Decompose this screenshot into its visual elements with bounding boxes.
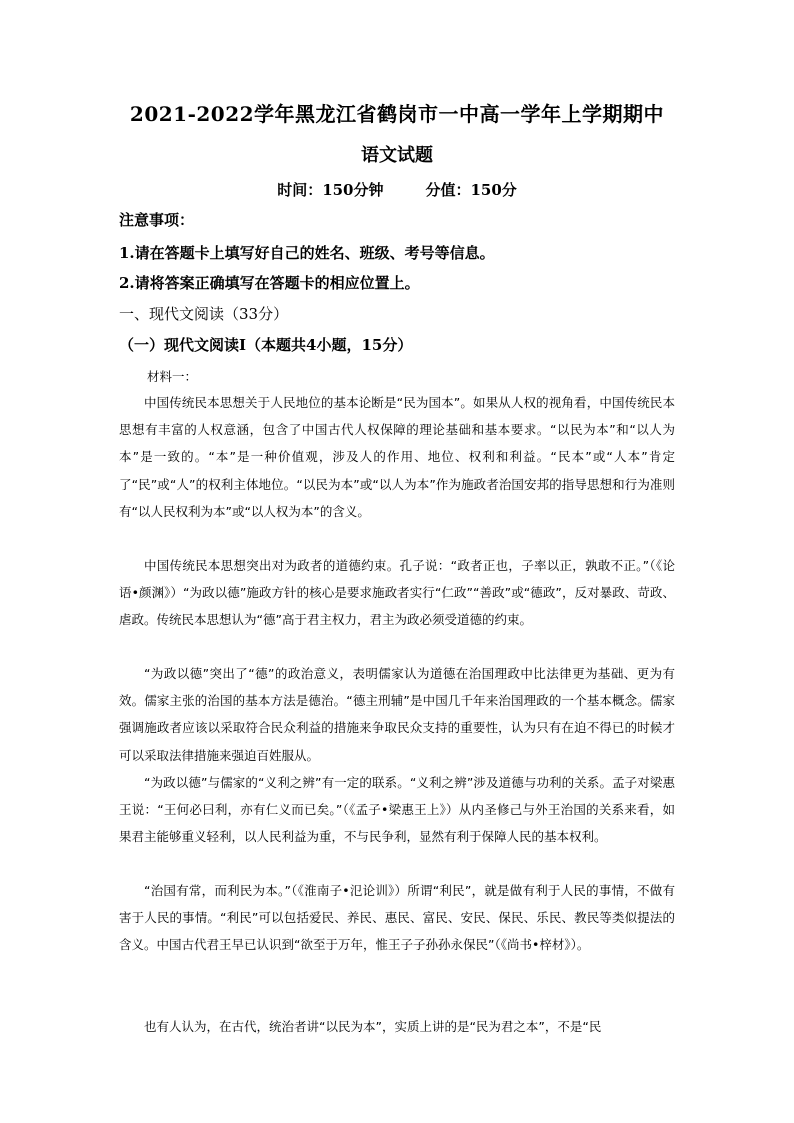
exam-time: 时间：150分钟	[277, 181, 384, 199]
section-title: 一、现代文阅读（33分）	[119, 305, 289, 323]
exam-score: 分值：150分	[425, 181, 517, 199]
exam-time-score	[0, 178, 794, 202]
paragraph-3: “为政以德”突出了“德”的政治意义，表明儒家认为道德在治国理政中比法律更为基础、更为有效。儒家主张的治国的基本方法是德治。“德主刑辅”是中国几千年来治国理政的一个基本概念。儒家强调施政者应该以采取符合民众利益的措施来争取民众支持的重要性，认为只有在迫不得已的时候才可以采取法律措施来强迫百姓服从。	[119, 666, 675, 763]
paragraph-5: “治国有常，而利民为本。”（《淮南子•氾论训》）所谓“利民”，就是做有利于人民的事情，不做有害于人民的事情。“利民”可以包括爱民、养民、惠民、富民、安民、保民、乐民、教民等类似提法的含义。中国古代君王早已认识到“欲至于万年，惟王子子孙孙永保民”（《尚书•梓材》）。	[119, 883, 675, 953]
material-label: 材料一：	[147, 369, 198, 384]
paragraph-2: 中国传统民本思想突出对为政者的道德约束。孔子说：“政者正也，子率以正，孰敢不正。”（《论语•颜渊》）“为政以德”施政方针的核心是要求施政者实行“仁政”“善政”或“德政”，反对暴政、苛政、虐政。传统民本思想认为“德”高于君主权力，君主为政必须受道德的约束。	[119, 558, 675, 628]
paragraph-1: 中国传统民本思想关于人民地位的基本论断是“民为国本”。如果从人权的视角看，中国传统民本思想有丰富的人权意涵，包含了中国古代人权保障的理论基础和基本要求。“以民为本”和“以人为本”是一致的。“本”是一种价值观，涉及人的作用、地位、权利和利益。“民本”或“人本”肯定了“民”或“人”的权利主体地位。“以民为本”或“以人为本”作为施政者治国安邦的指导思想和行为准则有“以人民权利为本”或“以人权为本”的含义。	[119, 395, 675, 519]
note-item-2: 2.请将答案正确填写在答题卡的相应位置上。	[119, 274, 420, 292]
paragraph-6: 也有人认为，在古代，统治者讲“以民为本”，实质上讲的是“民为君之本”，不是“民	[144, 1019, 602, 1034]
notes-heading: 注意事项：	[119, 211, 195, 229]
exam-subtitle: 语文试题	[361, 145, 433, 166]
subsection-title: （一）现代文阅读Ⅰ（本题共4小题，15分）	[119, 336, 413, 354]
note-item-1: 1.请在答题卡上填写好自己的姓名、班级、考号等信息。	[119, 244, 495, 262]
exam-title: 2021-2022学年黑龙江省鹤岗市一中高一学年上学期期中	[129, 102, 665, 126]
paragraph-4: “为政以德”与儒家的“义利之辨”有一定的联系。“义利之辨”涉及道德与功利的关系。孟子对梁惠王说：“王何必曰利，亦有仁义而已矣。”（《孟子•梁惠王上》）从内圣修己与外王治国的关系来看，如果君主能够重义轻利，以人民利益为重，不与民争利，显然有利于保障人民的基本权利。	[119, 775, 675, 845]
